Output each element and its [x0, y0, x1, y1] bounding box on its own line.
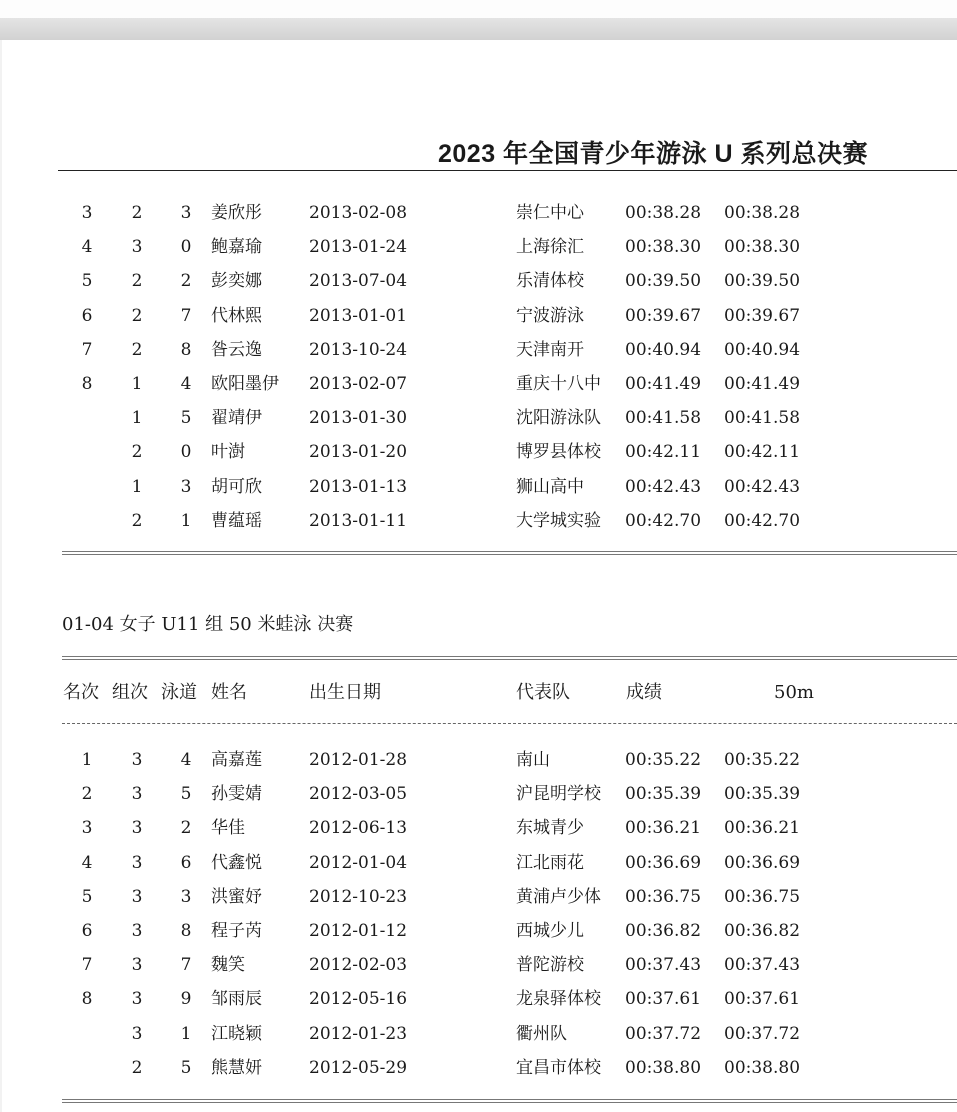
cell-team: 宁波游泳 [516, 305, 584, 326]
cell-group: 1 [131, 476, 143, 497]
cell-rank: 8 [81, 374, 93, 394]
cell-rank: 7 [81, 339, 93, 360]
header-result: 成绩 [626, 682, 662, 703]
cell-team: 沈阳游泳队 [516, 408, 601, 429]
header-team: 代表队 [516, 682, 570, 703]
cell-result: 00:36.69 [625, 852, 702, 873]
cell-lane: 8 [180, 921, 192, 941]
table-row [0, 470, 957, 504]
cell-name: 胡可欣 [211, 476, 262, 497]
cell-split: 00:38.30 [724, 237, 801, 258]
cell-rank: 6 [81, 305, 93, 326]
table-row [0, 230, 957, 264]
table-row [0, 196, 957, 230]
cell-group: 3 [131, 886, 143, 907]
cell-team: 重庆十八中 [516, 374, 601, 394]
cell-name: 熊慧妍 [211, 1057, 262, 1078]
cell-rank: 2 [81, 784, 93, 805]
cell-team: 天津南开 [516, 339, 584, 360]
cell-team: 崇仁中心 [516, 203, 584, 223]
cell-lane: 2 [180, 271, 192, 292]
cell-result: 00:36.82 [625, 921, 702, 941]
cell-group: 2 [131, 271, 143, 292]
double-rule-divider [62, 1099, 957, 1103]
cell-dob: 2013-02-08 [309, 203, 408, 223]
cell-group: 3 [131, 750, 143, 770]
cell-dob: 2012-01-28 [309, 750, 408, 770]
cell-dob: 2013-01-24 [309, 237, 408, 258]
double-rule-divider [62, 551, 957, 555]
cell-group: 3 [131, 1023, 143, 1044]
cell-group: 1 [131, 374, 143, 394]
cell-dob: 2012-01-12 [309, 921, 408, 941]
cell-rank: 7 [81, 955, 93, 976]
cell-lane: 1 [180, 1023, 192, 1044]
cell-split: 00:39.50 [724, 271, 801, 292]
cell-group: 2 [131, 305, 143, 326]
table-row [0, 435, 957, 469]
cell-dob: 2013-10-24 [309, 339, 408, 360]
cell-dob: 2012-02-03 [309, 955, 408, 976]
cell-split: 00:42.11 [724, 442, 801, 463]
cell-lane: 0 [180, 442, 192, 463]
cell-dob: 2012-06-13 [309, 818, 408, 839]
cell-lane: 2 [180, 818, 192, 839]
cell-split: 00:37.43 [724, 955, 801, 976]
cell-name: 孙雯婧 [211, 784, 262, 805]
table-row [0, 948, 957, 982]
cell-result: 00:37.61 [625, 989, 702, 1010]
cell-split: 00:38.80 [724, 1057, 801, 1078]
cell-team: 南山 [516, 750, 550, 770]
table-row [0, 880, 957, 914]
cell-rank: 6 [81, 921, 93, 941]
cell-lane: 4 [180, 374, 192, 394]
table-row [0, 982, 957, 1016]
cell-name: 欧阳墨伊 [211, 374, 279, 394]
header-dob: 出生日期 [309, 682, 381, 703]
table-row [0, 743, 957, 777]
cell-lane: 3 [180, 886, 192, 907]
cell-team: 狮山高中 [516, 476, 584, 497]
cell-split: 00:36.69 [724, 852, 801, 873]
cell-lane: 3 [180, 203, 192, 223]
cell-name: 魏笑 [211, 955, 245, 976]
cell-split: 00:42.70 [724, 510, 801, 531]
cell-group: 3 [131, 852, 143, 873]
cell-split: 00:39.67 [724, 305, 801, 326]
cell-result: 00:36.75 [625, 886, 702, 907]
cell-name: 江晓颖 [211, 1023, 262, 1044]
cell-group: 2 [131, 203, 143, 223]
double-rule-divider [62, 656, 957, 660]
cell-name: 邹雨辰 [211, 989, 262, 1010]
cell-result: 00:38.80 [625, 1057, 702, 1078]
cell-dob: 2012-01-23 [309, 1023, 408, 1044]
cell-name: 高嘉莲 [211, 750, 262, 770]
cell-split: 00:36.82 [724, 921, 801, 941]
page-top-shadow [0, 18, 957, 40]
cell-team: 沪昆明学校 [516, 784, 601, 805]
cell-result: 00:39.67 [625, 305, 702, 326]
header-rank: 名次 [63, 682, 99, 703]
table-row [0, 367, 957, 401]
cell-lane: 6 [180, 852, 192, 873]
cell-rank: 8 [81, 989, 93, 1010]
table-row [0, 299, 957, 333]
cell-name: 曹蕴瑶 [211, 510, 262, 531]
cell-group: 2 [131, 1057, 143, 1078]
cell-name: 叶澍 [211, 442, 245, 463]
cell-split: 00:35.22 [724, 750, 801, 770]
cell-lane: 7 [180, 305, 192, 326]
results-header-row [0, 678, 957, 708]
cell-result: 00:37.43 [625, 955, 702, 976]
cell-split: 00:36.75 [724, 886, 801, 907]
table-row [0, 1017, 957, 1051]
cell-split: 00:41.49 [724, 374, 801, 394]
cell-group: 3 [131, 818, 143, 839]
cell-result: 00:38.30 [625, 237, 702, 258]
cell-lane: 9 [180, 989, 192, 1010]
cell-name: 鲍嘉瑜 [211, 237, 262, 258]
cell-name: 姜欣彤 [211, 203, 262, 223]
header-name: 姓名 [211, 682, 247, 703]
cell-result: 00:37.72 [625, 1023, 702, 1044]
cell-rank: 4 [81, 852, 93, 873]
cell-lane: 8 [180, 339, 192, 360]
cell-rank: 5 [81, 886, 93, 907]
cell-team: 西城少儿 [516, 921, 584, 941]
cell-result: 00:42.70 [625, 510, 702, 531]
cell-dob: 2012-03-05 [309, 784, 408, 805]
cell-team: 东城青少 [516, 818, 584, 839]
cell-team: 大学城实验 [516, 510, 601, 531]
cell-team: 黄浦卢少体 [516, 886, 601, 907]
cell-lane: 3 [180, 476, 192, 497]
cell-dob: 2013-01-13 [309, 476, 408, 497]
cell-lane: 5 [180, 1057, 192, 1078]
cell-rank: 3 [81, 818, 93, 839]
cell-rank: 1 [81, 750, 93, 770]
header-group: 组次 [112, 682, 148, 703]
cell-split: 00:35.39 [724, 784, 801, 805]
cell-group: 1 [131, 408, 143, 429]
cell-group: 2 [131, 510, 143, 531]
cell-name: 彭奕娜 [211, 271, 262, 292]
cell-group: 2 [131, 339, 143, 360]
cell-rank: 5 [81, 271, 93, 292]
cell-split: 00:36.21 [724, 818, 801, 839]
table-row [0, 401, 957, 435]
cell-result: 00:40.94 [625, 339, 702, 360]
cell-split: 00:41.58 [724, 408, 801, 429]
cell-lane: 5 [180, 784, 192, 805]
cell-split: 00:37.61 [724, 989, 801, 1010]
cell-team: 江北雨花 [516, 852, 584, 873]
cell-group: 3 [131, 237, 143, 258]
cell-team: 普陀游校 [516, 955, 584, 976]
cell-team: 上海徐汇 [516, 237, 584, 258]
table-row [0, 777, 957, 811]
table-row [0, 504, 957, 538]
table-row [0, 333, 957, 367]
cell-lane: 7 [180, 955, 192, 976]
cell-result: 00:41.49 [625, 374, 702, 394]
cell-group: 3 [131, 921, 143, 941]
title-underline [58, 170, 957, 171]
cell-team: 宜昌市体校 [516, 1057, 601, 1078]
cell-dob: 2013-01-11 [309, 510, 408, 531]
cell-name: 洪蜜妤 [211, 886, 262, 907]
cell-name: 代林熙 [211, 305, 262, 326]
cell-name: 代鑫悦 [211, 852, 262, 873]
cell-dob: 2013-07-04 [309, 271, 408, 292]
cell-name: 华佳 [211, 818, 245, 839]
cell-dob: 2012-05-29 [309, 1057, 408, 1078]
cell-name: 翟靖伊 [211, 408, 262, 429]
cell-group: 2 [131, 442, 143, 463]
table-row [0, 914, 957, 948]
cell-result: 00:42.43 [625, 476, 702, 497]
cell-dob: 2012-05-16 [309, 989, 408, 1010]
cell-split: 00:38.28 [724, 203, 801, 223]
cell-result: 00:35.22 [625, 750, 702, 770]
cell-result: 00:35.39 [625, 784, 702, 805]
cell-result: 00:36.21 [625, 818, 702, 839]
cell-group: 3 [131, 955, 143, 976]
table-row [0, 1051, 957, 1085]
header-split: 50m [774, 682, 814, 703]
cell-split: 00:37.72 [724, 1023, 801, 1044]
table-row [0, 811, 957, 845]
cell-team: 博罗县体校 [516, 442, 601, 463]
cell-result: 00:42.11 [625, 442, 702, 463]
header-lane: 泳道 [161, 682, 197, 703]
cell-result: 00:41.58 [625, 408, 702, 429]
cell-lane: 4 [180, 750, 192, 770]
cell-split: 00:40.94 [724, 339, 801, 360]
window-top-bar [0, 0, 957, 18]
cell-rank: 3 [81, 203, 93, 223]
cell-dob: 2012-01-04 [309, 852, 408, 873]
dashed-rule-divider [62, 723, 957, 724]
cell-result: 00:38.28 [625, 203, 702, 223]
event-heading: 01-04 女子 U11 组 50 米蛙泳 决赛 [62, 614, 354, 635]
cell-team: 衢州队 [516, 1023, 567, 1044]
cell-group: 3 [131, 989, 143, 1010]
cell-rank: 4 [81, 237, 93, 258]
cell-dob: 2013-01-20 [309, 442, 408, 463]
cell-name: 昝云逸 [211, 339, 262, 360]
cell-dob: 2013-01-01 [309, 305, 408, 326]
cell-team: 乐清体校 [516, 271, 584, 292]
cell-team: 龙泉驿体校 [516, 989, 601, 1010]
cell-split: 00:42.43 [724, 476, 801, 497]
table-row [0, 846, 957, 880]
cell-dob: 2012-10-23 [309, 886, 408, 907]
page-title: 2023 年全国青少年游泳 U 系列总决赛 [438, 140, 869, 168]
cell-lane: 0 [180, 237, 192, 258]
cell-group: 3 [131, 784, 143, 805]
cell-result: 00:39.50 [625, 271, 702, 292]
cell-lane: 1 [180, 510, 192, 531]
cell-lane: 5 [180, 408, 192, 429]
cell-dob: 2013-01-30 [309, 408, 408, 429]
cell-name: 程子芮 [211, 921, 262, 941]
cell-dob: 2013-02-07 [309, 374, 408, 394]
table-row [0, 264, 957, 298]
